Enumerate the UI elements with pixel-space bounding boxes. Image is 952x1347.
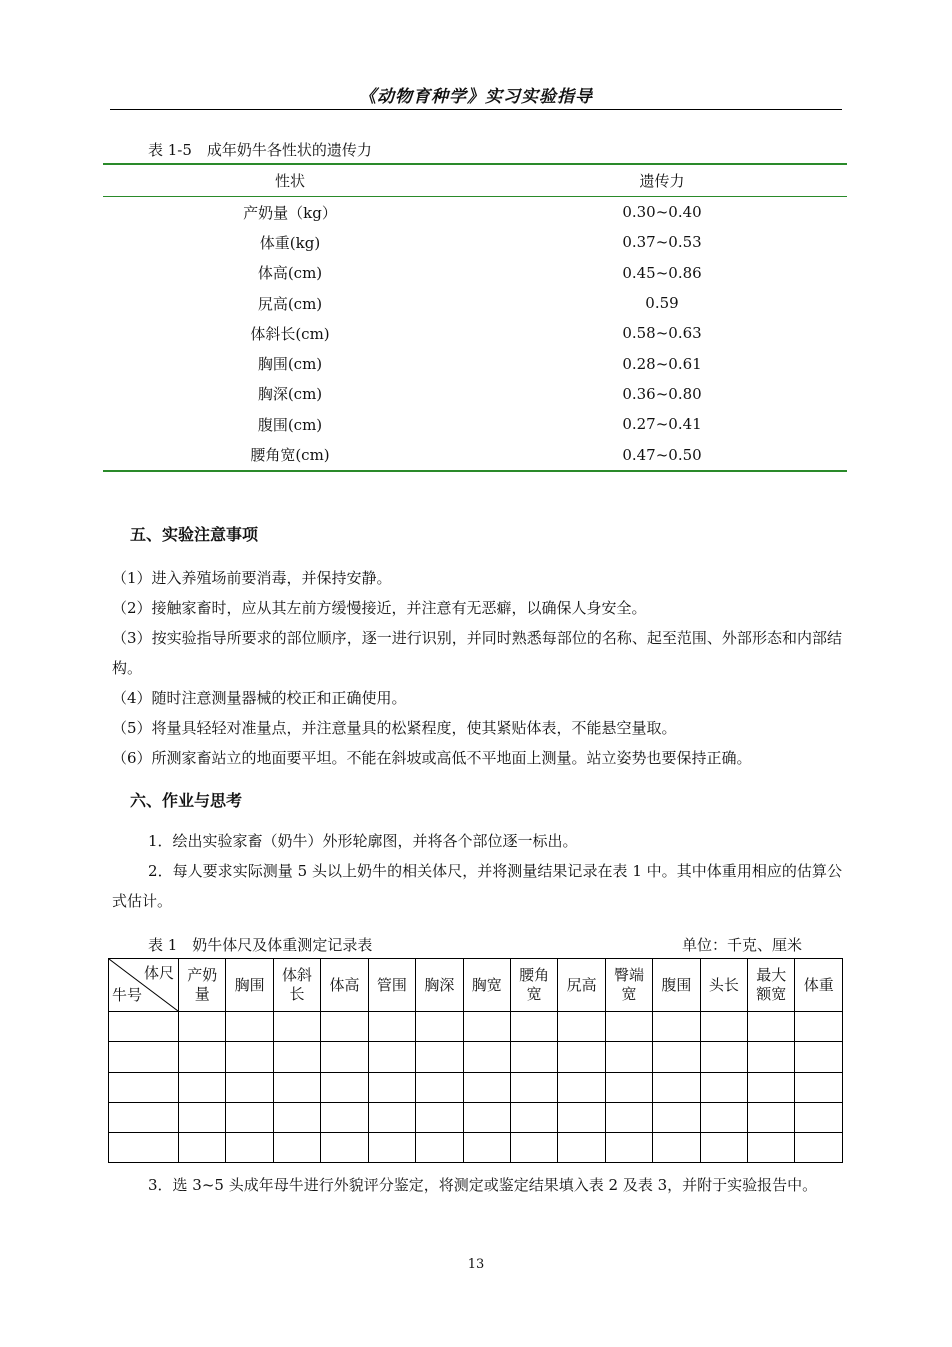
heritability-cell: 0.58~0.63 [622,324,702,343]
empty-cell [795,1133,843,1163]
section-6-list [112,826,842,916]
column-header-line: 管围 [376,975,407,994]
column-header [368,959,415,1012]
header-trait: 性状 [103,164,477,197]
empty-cell [653,1133,700,1163]
empty-cell [748,1072,795,1102]
empty-cell [463,1042,510,1072]
empty-cell [653,1042,700,1072]
empty-cell [109,1133,179,1163]
empty-cell [605,1072,652,1102]
column-header-line: 体高 [329,975,360,994]
note-item: （3）按实验指导所要求的部位顺序，逐一进行识别，并同时熟悉每部位的名称、起至范围、外部形态和内部结构。 [112,629,842,677]
column-header-line: 胸围 [234,975,265,994]
trait-cell: 尻高(cm) [257,294,323,313]
empty-cell [558,1012,605,1042]
trait-cell: 胸深(cm) [257,385,323,404]
empty-cell [748,1042,795,1072]
heritability-cell: 0.28~0.61 [622,354,702,373]
heritability-cell: 0.47~0.50 [477,439,847,470]
column-header-line: 胸深 [424,975,455,994]
empty-cell [558,1102,605,1132]
empty-cell [795,1102,843,1132]
empty-cell [109,1042,179,1072]
empty-cell [321,1102,368,1132]
corner-label-measure: 体尺 [143,964,174,982]
column-header [700,959,747,1012]
empty-cell [510,1072,557,1102]
table-row [103,439,847,470]
empty-cell [226,1042,273,1072]
column-header-line: 宽 [621,985,637,1003]
empty-cell [416,1133,463,1163]
empty-cell [558,1133,605,1163]
column-header-line: 量 [194,985,210,1003]
empty-cell [700,1133,747,1163]
column-header-line: 胸宽 [471,975,502,994]
empty-cell [416,1012,463,1042]
empty-cell [558,1042,605,1072]
empty-cell [179,1012,226,1042]
table-1-caption: 表 1 奶牛体尺及体重测定记录表 [148,936,373,954]
column-header-line: 长 [289,985,305,1003]
column-header-line: 额宽 [756,985,787,1003]
table-row [109,1012,843,1042]
page-number: 13 [467,1257,485,1272]
empty-cell [653,1072,700,1102]
column-header [179,959,226,1012]
empty-cell [463,1012,510,1042]
empty-cell [368,1042,415,1072]
empty-cell [605,1042,652,1072]
empty-cell [109,1102,179,1132]
homework-item: 2．每人要求实际测量 5 头以上奶牛的相关体尺，并将测量结果记录在表 1 中。其中体重用相应的估算公式估计。 [112,862,842,910]
empty-cell [510,1102,557,1132]
empty-cell [368,1072,415,1102]
column-header [558,959,605,1012]
table-row [103,318,847,348]
column-header [510,959,557,1012]
column-header-line: 体斜 [282,966,313,984]
empty-cell [416,1072,463,1102]
empty-cell [226,1102,273,1132]
empty-cell [795,1042,843,1072]
table-row [109,1102,843,1132]
heritability-cell: 0.45~0.86 [622,263,702,282]
table-row [103,409,847,439]
empty-cell [605,1102,652,1132]
empty-cell [109,1072,179,1102]
column-header-line: 臀端 [614,966,645,984]
running-header: 《动物育种学》实习实验指导 [359,87,593,107]
table-row [103,379,847,409]
empty-cell [226,1133,273,1163]
column-header [416,959,463,1012]
note-item: （4）随时注意测量器械的校正和正确使用。 [112,689,407,707]
empty-cell [700,1102,747,1132]
empty-cell [558,1072,605,1102]
table-row [109,1072,843,1102]
empty-cell [463,1133,510,1163]
table-row [103,348,847,378]
heritability-cell: 0.30~0.40 [622,203,702,222]
empty-cell [510,1133,557,1163]
empty-cell [273,1072,320,1102]
empty-cell [273,1042,320,1072]
heritability-cell: 0.37~0.53 [622,233,702,252]
empty-cell [463,1102,510,1132]
empty-cell [226,1072,273,1102]
empty-cell [321,1072,368,1102]
corner-label-cow-id: 牛号 [112,986,143,1004]
empty-cell [700,1042,747,1072]
table-row [109,1133,843,1163]
table-row [103,227,847,257]
empty-cell [273,1133,320,1163]
column-header [605,959,652,1012]
section-5-title: 五、实验注意事项 [130,525,259,544]
note-item: （6）所测家畜站立的地面要平坦。不能在斜坡或高低不平地面上测量。站立姿势也要保持正确。 [112,749,752,767]
empty-cell [510,1012,557,1042]
homework-item: 1．绘出实验家畜（奶牛）外形轮廓图，并将各个部位逐一标出。 [148,832,578,850]
empty-cell [795,1072,843,1102]
empty-cell [226,1012,273,1042]
column-header [748,959,795,1012]
empty-cell [748,1012,795,1042]
empty-cell [416,1102,463,1132]
empty-cell [463,1072,510,1102]
trait-cell: 体斜长(cm) [250,324,330,343]
column-header-line: 腰角 [519,966,550,984]
empty-cell [273,1102,320,1132]
empty-cell [179,1042,226,1072]
empty-cell [109,1012,179,1042]
empty-cell [179,1072,226,1102]
empty-cell [748,1133,795,1163]
empty-cell [321,1133,368,1163]
table-1-5-caption: 表 1-5 成年奶牛各性状的遗传力 [148,141,372,159]
empty-cell [179,1102,226,1132]
trait-cell: 腰角宽(cm) [103,439,477,470]
empty-cell [273,1012,320,1042]
empty-cell [321,1042,368,1072]
column-header [463,959,510,1012]
column-header [321,959,368,1012]
column-header [226,959,273,1012]
heritability-cell: 0.59 [645,294,679,313]
table-row [103,288,847,318]
column-header-line: 产奶 [187,966,218,984]
note-item: （1）进入养殖场前要消毒，并保持安静。 [112,569,392,587]
empty-cell [510,1042,557,1072]
table-1-unit: 单位：千克、厘米 [682,936,803,954]
empty-cell [748,1102,795,1132]
empty-cell [653,1012,700,1042]
homework-item-3: 3．选 3~5 头成年母牛进行外貌评分鉴定，将测定或鉴定结果填入表 2 及表 3，并附于实验报告中。 [148,1176,818,1194]
column-header-line: 尻高 [566,975,597,994]
trait-cell: 胸围(cm) [257,355,323,374]
table-row [103,197,847,228]
empty-cell [179,1133,226,1163]
column-header-line: 体重 [803,975,834,994]
trait-cell: 产奶量（kg） [243,203,337,222]
header-rule [110,109,842,110]
empty-cell [653,1102,700,1132]
column-header-line: 宽 [526,985,542,1003]
section-5-list [112,563,842,773]
column-header-line: 腹围 [661,975,692,994]
heritability-table [103,163,847,472]
table-row [109,1042,843,1072]
empty-cell [321,1012,368,1042]
column-header [653,959,700,1012]
trait-cell: 体重(kg) [259,233,321,252]
empty-cell [700,1012,747,1042]
empty-cell [605,1133,652,1163]
header-heritability: 遗传力 [477,164,847,197]
trait-cell: 腹围(cm) [257,415,323,434]
empty-cell [795,1012,843,1042]
empty-cell [700,1072,747,1102]
column-header-line: 最大 [756,966,787,984]
corner-header-cell [109,959,179,1012]
empty-cell [368,1133,415,1163]
heritability-cell: 0.36~0.80 [622,384,702,403]
table-row [103,258,847,288]
column-header [273,959,320,1012]
empty-cell [605,1012,652,1042]
empty-cell [368,1102,415,1132]
heritability-cell: 0.27~0.41 [622,415,702,434]
note-item: （2）接触家畜时，应从其左前方缓慢接近，并注意有无恶癖，以确保人身安全。 [112,599,647,617]
trait-cell: 体高(cm) [257,264,323,283]
empty-cell [368,1012,415,1042]
empty-cell [416,1042,463,1072]
column-header [795,959,843,1012]
measurement-record-table [108,958,843,1163]
section-6-title: 六、作业与思考 [130,791,243,810]
note-item: （5）将量具轻轻对准量点，并注意量具的松紧程度，使其紧贴体表，不能悬空量取。 [112,719,677,737]
column-header-line: 头长 [708,975,739,994]
